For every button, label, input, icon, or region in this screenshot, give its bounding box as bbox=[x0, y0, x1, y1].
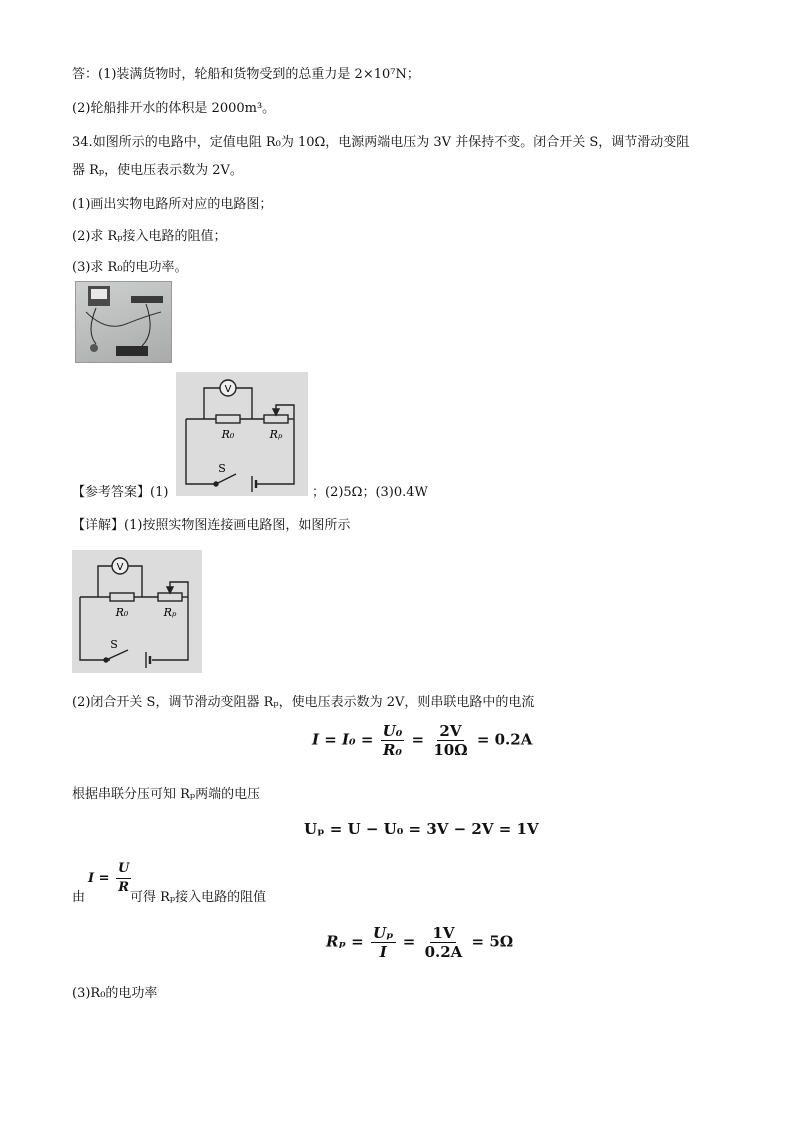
eq1-lhs: I = I₀ = bbox=[312, 730, 374, 749]
switch-label: S bbox=[218, 462, 226, 475]
voltmeter-label-2: V bbox=[116, 562, 124, 573]
eq3-den: I bbox=[379, 943, 387, 961]
equation-resistance bbox=[326, 924, 513, 961]
detail-circuit-diagram bbox=[72, 550, 202, 673]
eq3-den2: 0.2A bbox=[424, 943, 463, 961]
answer-circuit-diagram bbox=[176, 372, 308, 496]
eq3-num: Uₚ bbox=[372, 924, 394, 942]
equation-current bbox=[312, 722, 532, 759]
r0-label-2: R₀ bbox=[115, 606, 129, 619]
ohm-num: U bbox=[116, 860, 131, 879]
eq1-fraction-2 bbox=[431, 722, 469, 759]
eq1-mid: = bbox=[411, 730, 425, 749]
eq3-rhs: = 5Ω bbox=[471, 932, 514, 951]
eq1-num: U₀ bbox=[382, 722, 403, 740]
eq1-num2: 2V bbox=[439, 722, 462, 740]
r0-label: R₀ bbox=[221, 428, 235, 441]
rp-label: Rₚ bbox=[269, 428, 283, 441]
eq3-fraction-1 bbox=[371, 924, 396, 961]
eq1-fraction-1 bbox=[381, 722, 405, 759]
physical-circuit-image bbox=[76, 282, 171, 362]
equation-voltage: Uₚ = U − U₀ = 3V − 2V = 1V bbox=[304, 820, 539, 838]
answer-line-1: 答：(1)装满货物时，轮船和货物受到的总重力是 2×10⁷N； bbox=[72, 67, 420, 82]
detail-part3: (3)R₀的电功率 bbox=[72, 986, 158, 1001]
rp-label-2: Rₚ bbox=[163, 606, 177, 619]
detail-part1: 【详解】(1)按照实物图连接画电路图，如图所示 bbox=[72, 518, 351, 533]
detail-part2-intro: (2)闭合开关 S，调节滑动变阻器 Rₚ，使电压表示数为 2V，则串联电路中的电流 bbox=[72, 695, 535, 710]
eq3-num2: 1V bbox=[432, 924, 455, 942]
sub-question-3: (3)求 R₀的电功率。 bbox=[72, 260, 188, 275]
detail-from-prefix: 由 bbox=[72, 890, 86, 905]
eq1-den: R₀ bbox=[382, 741, 402, 759]
voltmeter-label: V bbox=[224, 384, 232, 395]
eq3-lhs: Rₚ = bbox=[326, 932, 364, 951]
eq3-fraction-2 bbox=[423, 924, 465, 961]
sub-question-1: (1)画出实物电路所对应的电路图； bbox=[72, 197, 273, 212]
question-stem-1 bbox=[72, 134, 689, 152]
detail-series-text: 根据串联分压可知 Rₚ两端的电压 bbox=[72, 787, 261, 802]
reference-answer-tail: ；(2)5Ω；(3)0.4W bbox=[312, 485, 428, 500]
question-text-1: 如图所示的电路中，定值电阻 R₀为 10Ω，电源两端电压为 3V 并保持不变。闭合开关 S，调节滑动变阻 bbox=[92, 135, 690, 150]
answer-line-2: (2)轮船排开水的体积是 2000m³。 bbox=[72, 101, 276, 116]
physical-circuit-photo bbox=[75, 281, 172, 363]
ohm-lhs: I = bbox=[88, 871, 110, 886]
sub-question-2: (2)求 Rₚ接入电路的阻值； bbox=[72, 229, 227, 244]
eq3-mid: = bbox=[402, 932, 416, 951]
reference-answer-label: 【参考答案】(1) bbox=[72, 485, 169, 500]
eq1-den2: 10Ω bbox=[433, 741, 468, 759]
ohm-den: R bbox=[118, 880, 130, 895]
question-number: 34. bbox=[72, 135, 93, 150]
ohm-law-inline bbox=[88, 860, 133, 897]
detail-from-suffix: 可得 Rₚ接入电路的阻值 bbox=[130, 890, 267, 905]
switch-label-2: S bbox=[110, 638, 118, 651]
question-stem-2: 器 Rₚ，使电压表示数为 2V。 bbox=[72, 163, 243, 178]
eq1-rhs: = 0.2A bbox=[476, 730, 533, 749]
